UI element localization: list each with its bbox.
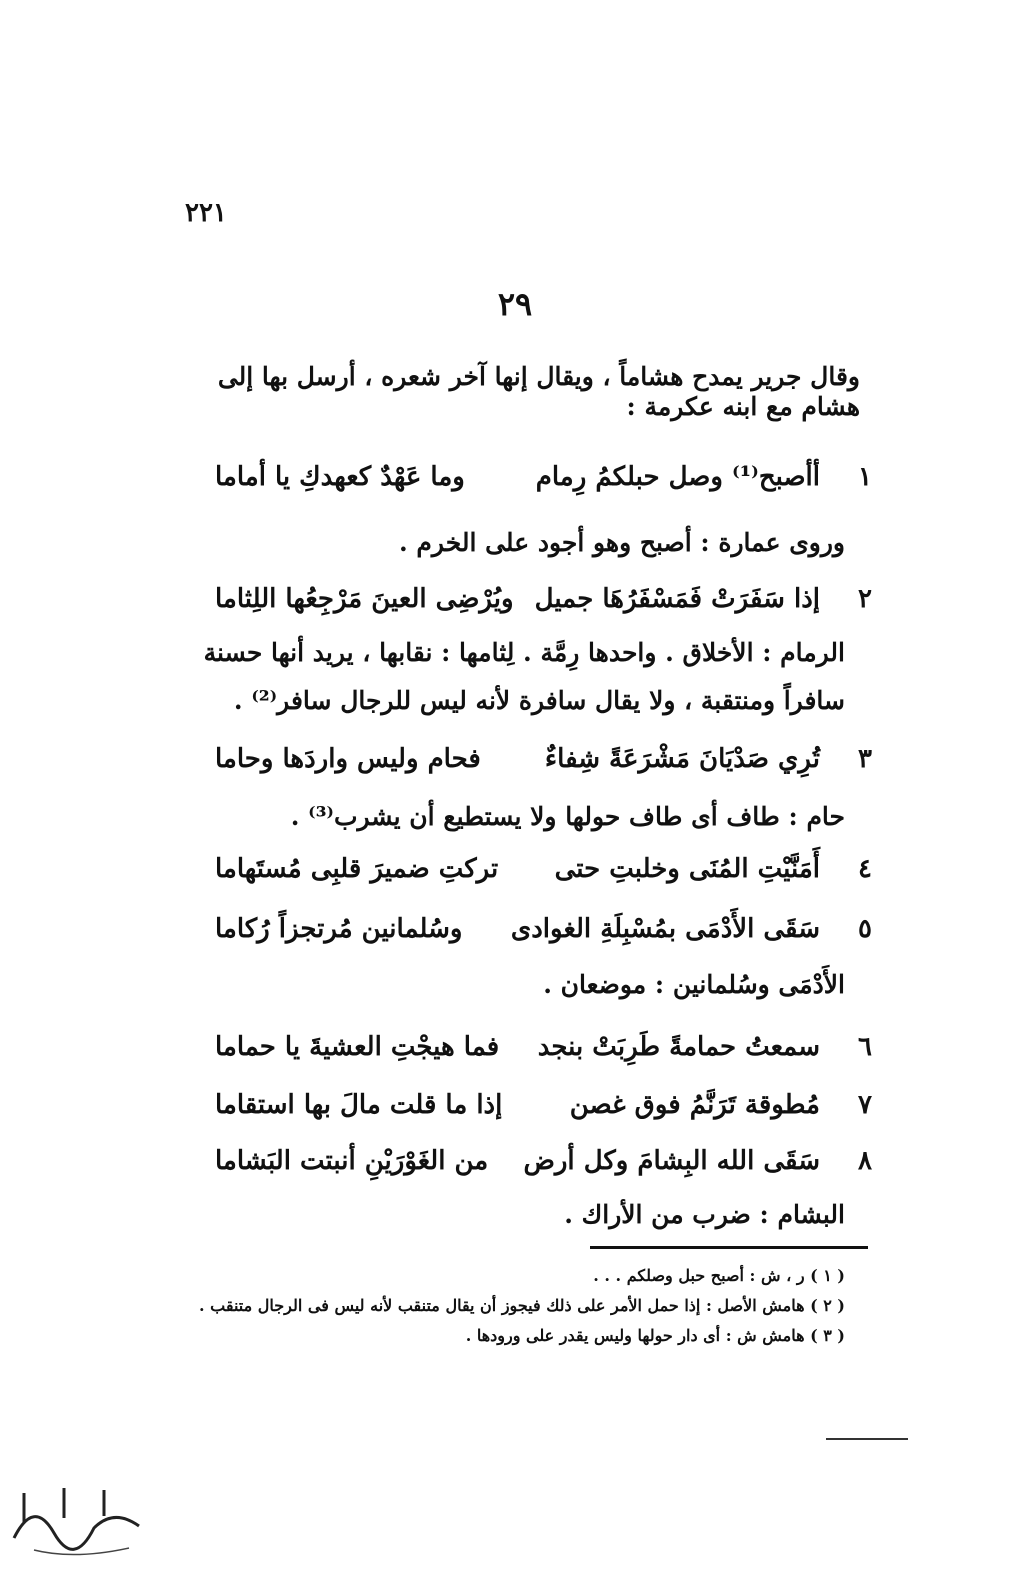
verse-second-hemistich: فحام وليس واردَها وحاما <box>215 744 481 774</box>
page-number: ٢٢١ <box>185 198 227 228</box>
verse-second-hemistich: وسُلمانين مُرتجزاً رُكاما <box>215 914 463 944</box>
verse-note: حام : طاف أى طاف حولها ولا يستطيع أن يشرب⁽³⁾ . <box>290 802 845 831</box>
verse-note: سافراً ومنتقبة ، ولا يقال سافرة لأنه ليس للرجال سافر⁽²⁾ . <box>233 686 845 715</box>
verse-line <box>185 578 880 622</box>
footnote: ( ٣ ) هامش ش : أى دار حولها وليس يقدر على ورودها . <box>465 1326 845 1345</box>
watermark-logo <box>4 1478 149 1563</box>
verse-line <box>185 908 880 952</box>
footnote: ( ٢ ) هامش الأصل : إذا حمل الأمر على ذلك فيجوز أن يقال متنقب لأنه ليس فى الرجال متنقب . <box>199 1296 845 1315</box>
verse-line <box>185 1026 880 1070</box>
verse-second-hemistich: وما عَهْدٌ كعهدكِ يا أماما <box>215 462 465 492</box>
verse-note: الرمام : الأخلاق . واحدها رِمَّة . لِثامها : نقابها ، يريد أنها حسنة <box>203 638 845 667</box>
verse-note: وروى عمارة : أصبح وهو أجود على الخرم . <box>399 528 845 557</box>
verse-number: ٣ <box>858 744 872 774</box>
footnote: ( ١ ) ر ، ش : أصبح حبل وصلكم . . . <box>593 1266 845 1285</box>
verse-number: ٧ <box>858 1090 872 1120</box>
verse-number: ٦ <box>858 1032 872 1062</box>
verse-first-hemistich: أأصبح⁽¹⁾ وصل حبلكمُ رِمام <box>535 462 820 492</box>
verse-first-hemistich: مُطوقة تَرَنَّمُ فوق غصن <box>569 1090 820 1120</box>
bottom-rule <box>826 1438 908 1440</box>
verse-note: الأَدْمَى وسُلمانين : موضعان . <box>543 970 845 999</box>
verse-line <box>185 738 880 782</box>
verse-number: ٥ <box>858 914 872 944</box>
verse-number: ٨ <box>858 1146 872 1176</box>
verse-second-hemistich: فما هيجْتِ العشيةَ يا حماما <box>215 1032 500 1062</box>
intro-paragraph: وقال جرير يمدح هشاماً ، ويقال إنها آخر شعره ، أرسل بها إلى هشام مع ابنه عكرمة : <box>217 362 860 421</box>
verse-second-hemistich: ويُرْضِى العينَ مَرْجِعُها اللِثاما <box>215 584 514 614</box>
verse-number: ٢ <box>858 584 872 614</box>
verse-number: ٤ <box>858 854 872 884</box>
verse-second-hemistich: من الغَوْرَيْنِ أنبتت البَشاما <box>215 1146 489 1176</box>
verse-note: البشام : ضرب من الأراك . <box>564 1200 845 1229</box>
verse-first-hemistich: سَقَى الأَدْمَى بمُسْبِلَةِ الغوادى <box>510 914 820 944</box>
verse-line <box>185 456 880 500</box>
verse-line <box>185 848 880 892</box>
verse-second-hemistich: تركتِ ضميرَ قلبِى مُستَهاما <box>215 854 499 884</box>
verse-first-hemistich: تُرِي صَدْيَانَ مَشْرَعَةً شِفاءٌ <box>544 744 820 774</box>
verse-line <box>185 1084 880 1128</box>
verse-number: ١ <box>858 462 872 492</box>
verse-line <box>185 1140 880 1184</box>
verse-second-hemistich: إذا ما قلت مالَ بها استقاما <box>215 1090 503 1120</box>
poem-number: ٢٩ <box>497 285 533 323</box>
verse-first-hemistich: سَقَى الله البِشامَ وكل أرض <box>523 1146 820 1176</box>
verse-first-hemistich: إذا سَفَرَتْ فَمَسْفَرُهَا جميل <box>534 584 820 614</box>
footnote-separator <box>590 1246 868 1249</box>
verse-first-hemistich: سمعتُ حمامةً طَرِبَتْ بنجد <box>537 1032 820 1062</box>
verse-first-hemistich: أَمَنَّيْتِ المُنَى وخلبتِ حتى <box>554 854 820 884</box>
